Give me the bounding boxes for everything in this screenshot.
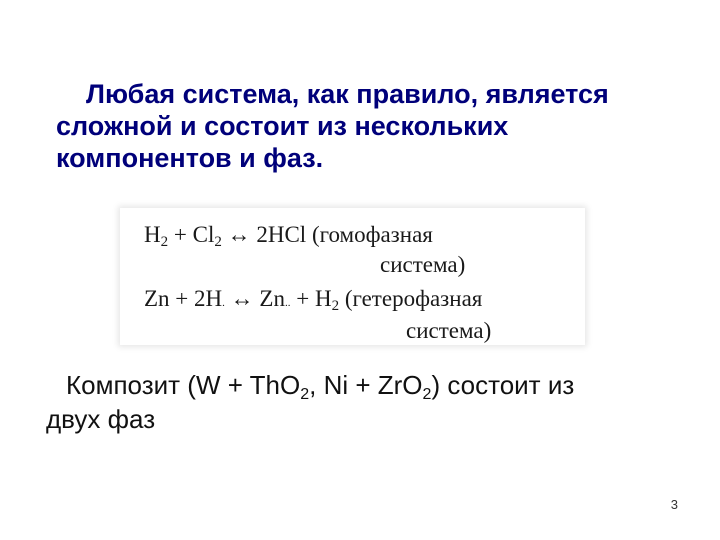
eq1-product: 2HCl — [256, 222, 307, 247]
composite-suffix: ) состоит из — [431, 370, 575, 400]
eq1-h: H — [144, 222, 161, 247]
eq1-cl-subscript: 2 — [214, 234, 222, 250]
eq1-cl: Cl — [192, 222, 215, 247]
eq1-arrow: ↔ — [221, 222, 257, 247]
eq2-arrow: ↔ — [224, 286, 260, 311]
eq2-h-subscript: 2 — [331, 298, 340, 314]
composite-line-2: двух фаз — [46, 404, 156, 434]
equation-homophase-note-end: система) — [380, 252, 466, 277]
composite-prefix: Композит (W + ThO — [66, 370, 301, 400]
eq1-note: (гомофазная — [306, 222, 433, 247]
page-number: 3 — [670, 497, 678, 512]
equation-heterophase-note-end: система) — [406, 318, 492, 343]
eq2-h: H — [314, 286, 332, 311]
composite-text — [44, 368, 704, 436]
eq1-h-subscript: 2 — [160, 234, 169, 250]
slide-heading — [44, 78, 684, 174]
heading-line-1: Любая система, как правило, является — [86, 79, 609, 109]
equation-heterophase — [144, 286, 482, 312]
eq2-charge-mark: . — [222, 297, 225, 309]
eq2-reactants: Zn + 2H — [144, 286, 223, 311]
eq1-plus: + — [168, 222, 193, 247]
eq2-zn: Zn — [259, 286, 285, 311]
eq2-plus: + — [290, 286, 315, 311]
equation-homophase — [144, 222, 433, 248]
heading-line-2: сложной и состоит из нескольких — [56, 111, 509, 141]
heading-line-3: компонентов и фаз. — [56, 143, 324, 173]
composite-subscript-1: 2 — [300, 386, 310, 403]
composite-subscript-2: 2 — [422, 386, 432, 403]
eq2-zn-charge-mark: .. — [284, 297, 291, 309]
equations-box — [120, 208, 585, 345]
eq2-note: (гетерофазная — [339, 286, 483, 311]
composite-middle: , Ni + ZrO — [309, 370, 423, 400]
composite-line-1 — [44, 368, 704, 402]
